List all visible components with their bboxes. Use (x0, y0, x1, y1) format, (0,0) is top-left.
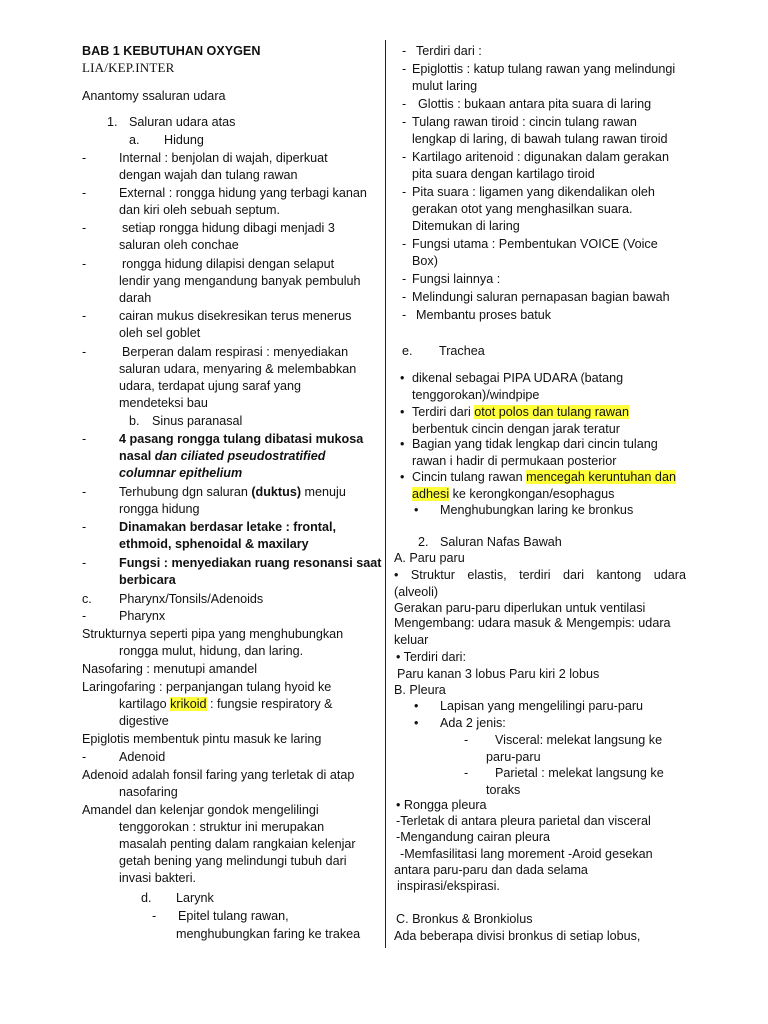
word: Struktur (410, 568, 455, 582)
sub-a-title: Hidung (164, 133, 204, 147)
dash: - (402, 150, 407, 164)
larynx-line: gerakan otot yang menghasilkan suara. (412, 202, 633, 216)
intro-heading: Anantomy ssaluran udara (82, 89, 226, 103)
dash: - (82, 257, 87, 271)
sub-b-label: b. (129, 414, 140, 428)
highlighted-text: otot polos dan tulang rawan (474, 405, 630, 419)
paru-line: (alveoli) (394, 585, 439, 599)
larynk-line: Epitel tulang rawan, (178, 909, 289, 923)
larynx-line: Membantu proses batuk (416, 308, 552, 322)
subsection-b-title: B. Pleura (394, 683, 446, 697)
bullet: • (400, 437, 405, 451)
doc-title: BAB 1 KEBUTUHAN OXYGEN (82, 44, 261, 58)
hidung-line: mendeteksi bau (119, 396, 208, 410)
dash: - (402, 62, 407, 76)
adenoid-line: invasi bakteri. (119, 871, 196, 885)
larynx-line: Tulang rawan tiroid : cincin tulang rawan (412, 115, 637, 129)
dash: - (464, 733, 469, 747)
sinus-bold-text: (duktus) (251, 485, 302, 499)
larynx-line: Melindungi saluran pernapasan bagian bawah (412, 290, 670, 304)
adenoid-line: Amandel dan kelenjar gondok mengelilingi (82, 803, 319, 817)
pharynx-line: digestive (119, 714, 169, 728)
section-2-title: Saluran Nafas Bawah (440, 535, 562, 549)
adenoid-line: Adenoid adalah fonsil faring yang terletak di atap (82, 768, 355, 782)
dash: - (82, 485, 87, 499)
larynx-line: Fungsi utama : Pembentukan VOICE (Voice (412, 237, 658, 251)
paru-line: • Terdiri dari: (396, 650, 466, 664)
pharynx-heading: Pharynx (119, 609, 166, 623)
dash: - (402, 185, 407, 199)
pharynx-text: kartilago (119, 697, 171, 711)
word: • (394, 568, 399, 582)
larynx-line: Fungsi lainnya : (412, 272, 501, 286)
dash: - (402, 237, 407, 251)
sub-d-label: d. (141, 891, 152, 905)
sinus-line: Fungsi : menyediakan ruang resonansi saat (119, 556, 382, 570)
hidung-line: Berperan dalam respirasi : menyediakan (122, 345, 349, 359)
hidung-line: dengan wajah dan tulang rawan (119, 168, 298, 182)
pleura-line: -Terletak di antara pleura parietal dan visceral (396, 814, 651, 828)
adenoid-line: nasofaring (119, 785, 178, 799)
word: dari (563, 568, 585, 582)
trachea-line: berbentuk cincin dengan jarak teratur (412, 422, 620, 436)
pleura-line: -Memfasilitasi lang morement -Aroid gesekan (400, 847, 653, 861)
trachea-text: ke kerongkongan/esophagus (449, 487, 615, 501)
paru-line: Paru kanan 3 lobus Paru kiri 2 lobus (397, 667, 600, 681)
larynx-line: Box) (412, 254, 438, 268)
adenoid-heading: Adenoid (119, 750, 166, 764)
sinus-line: columnar epithelium (119, 466, 243, 480)
hidung-line: External : rongga hidung yang terbagi kanan (119, 186, 367, 200)
sinus-line: Dinamakan berdasar letake : frontal, (119, 520, 336, 534)
subsection-a-title: A. Paru paru (394, 551, 465, 565)
dash: - (402, 308, 407, 322)
paru-line: Mengembang: udara masuk & Mengempis: udara (394, 616, 671, 630)
trachea-line (412, 486, 614, 503)
adenoid-line: masalah penting dalam rangkaian kelenjar (119, 837, 356, 851)
pharynx-line: Epiglotis membentuk pintu masuk ke laring (82, 732, 322, 746)
pharynx-line: Nasofaring : menutupi amandel (82, 662, 258, 676)
trachea-line (412, 469, 676, 486)
bronkus-line: Ada beberapa divisi bronkus di setiap lobus, (394, 929, 641, 943)
dash: - (82, 556, 87, 570)
sinus-italic-text: dan ciliated pseudostratified (154, 449, 326, 463)
sub-b-title: Sinus paranasal (152, 414, 243, 428)
word: elastis, (467, 568, 507, 582)
dash: - (82, 345, 87, 359)
pleura-line: paru-paru (486, 750, 541, 764)
section-2-number: 2. (418, 535, 429, 549)
sinus-line (119, 448, 325, 465)
sub-c-label: c. (82, 592, 92, 606)
hidung-line: lendir yang mengandung banyak pembuluh (119, 274, 361, 288)
pleura-line: inspirasi/ekspirasi. (397, 879, 500, 893)
sub-d-title: Larynk (176, 891, 214, 905)
pleura-line: Ada 2 jenis: (440, 716, 506, 730)
hidung-line: saluran udara, menyaring & melembabkan (119, 362, 357, 376)
pleura-line: -Mengandung cairan pleura (396, 830, 551, 844)
dash: - (82, 309, 87, 323)
dash: - (402, 97, 407, 111)
dash: - (82, 186, 87, 200)
trachea-text: Terdiri dari (412, 405, 475, 419)
sinus-line: 4 pasang rongga tulang dibatasi mukosa (119, 432, 364, 446)
larynx-line: Terdiri dari : (416, 44, 482, 58)
hidung-line: dan kiri oleh sebuah septum. (119, 203, 281, 217)
bullet: • (414, 716, 419, 730)
adenoid-line: tenggorokan : struktur ini merupakan (119, 820, 325, 834)
word: kantong (596, 568, 642, 582)
larynx-line: Glottis : bukaan antara pita suara di laring (418, 97, 652, 111)
pharynx-line: Strukturnya seperti pipa yang menghubungkan (82, 627, 344, 641)
pharynx-line (119, 696, 333, 713)
highlighted-text: mencegah keruntuhan dan (526, 470, 676, 484)
sinus-line: berbicara (119, 573, 176, 587)
pleura-line: Visceral: melekat langsung ke (495, 733, 663, 747)
sub-c-title: Pharynx/Tonsils/Adenoids (119, 592, 264, 606)
highlighted-text: krikoid (170, 697, 207, 711)
sub-e-label: e. (402, 344, 413, 358)
pharynx-line: Laringofaring : perpanjangan tulang hyoid ke (82, 680, 332, 694)
word: udara (653, 568, 686, 582)
pharynx-line: rongga mulut, hidung, dan laring. (119, 644, 304, 658)
dash: - (402, 272, 407, 286)
dash: - (464, 766, 469, 780)
hidung-line: darah (119, 291, 152, 305)
larynx-line: Pita suara : ligamen yang dikendalikan oleh (412, 185, 655, 199)
dash: - (402, 44, 407, 58)
dash: - (82, 609, 87, 623)
sinus-line: ethmoid, sphenoidal & maxilary (119, 537, 309, 551)
paru-line: Gerakan paru-paru diperlukan untuk ventilasi (394, 601, 646, 615)
dash: - (402, 290, 407, 304)
larynk-line: menghubungkan faring ke trakea (176, 927, 361, 941)
hidung-line: rongga hidung dilapisi dengan selaput (122, 257, 335, 271)
sub-e-title: Trachea (439, 344, 485, 358)
pleura-line: antara paru-paru dan dada selama (394, 863, 588, 877)
hidung-line: setiap rongga hidung dibagi menjadi 3 (122, 221, 335, 235)
trachea-line (412, 404, 629, 421)
pleura-line: Lapisan yang mengelilingi paru-paru (440, 699, 644, 713)
section-1-number: 1. (107, 115, 118, 129)
column-divider (385, 40, 386, 948)
larynx-line: Kartilago aritenoid : digunakan dalam gerakan (412, 150, 669, 164)
dash: - (82, 520, 87, 534)
paru-line: keluar (394, 633, 429, 647)
dash: - (82, 432, 87, 446)
pharynx-text: : fungsie respiratory & (206, 697, 333, 711)
dash: - (402, 115, 407, 129)
pleura-line: • Rongga pleura (396, 798, 487, 812)
sinus-line (119, 484, 346, 501)
hidung-line: udara, terdapat ujung saraf yang (119, 379, 302, 393)
sinus-text: nasal (119, 449, 155, 463)
larynx-line: Epiglottis : katup tulang rawan yang melindungi (412, 62, 676, 76)
hidung-line: oleh sel goblet (119, 326, 201, 340)
trachea-line: rawan i hadir di permukaan posterior (412, 454, 617, 468)
hidung-line: Internal : benjolan di wajah, diperkuat (119, 151, 328, 165)
sub-a-label: a. (129, 133, 140, 147)
pleura-line: Parietal : melekat langsung ke (495, 766, 664, 780)
dash: - (82, 221, 87, 235)
larynx-line: mulut laring (412, 79, 478, 93)
section-1-title: Saluran udara atas (129, 115, 236, 129)
bullet: • (414, 503, 419, 517)
dash: - (82, 151, 87, 165)
word: terdiri (519, 568, 551, 582)
pleura-line: toraks (486, 783, 521, 797)
hidung-line: saluran oleh conchae (119, 238, 239, 252)
paru-line-justified (394, 567, 686, 584)
subsection-c-title: C. Bronkus & Bronkiolus (396, 912, 533, 926)
hidung-line: cairan mukus disekresikan terus menerus (119, 309, 352, 323)
sinus-text: menuju (301, 485, 346, 499)
trachea-line: Bagian yang tidak lengkap dari cincin tulang (412, 437, 658, 451)
bullet: • (414, 699, 419, 713)
larynx-line: Ditemukan di laring (412, 219, 520, 233)
bullet: • (400, 405, 405, 419)
highlighted-text: adhesi (412, 487, 450, 501)
dash: - (152, 909, 157, 923)
larynx-line: pita suara dengan kartilago tiroid (412, 167, 595, 181)
trachea-line: Menghubungkan laring ke bronkus (440, 503, 634, 517)
doc-subtitle: LIA/KEP.INTER (82, 60, 175, 75)
adenoid-line: getah bening yang melindungi tubuh dari (119, 854, 347, 868)
trachea-line: tenggorokan)/windpipe (412, 388, 540, 402)
larynx-line: lengkap di laring, di bawah tulang rawan tiroid (412, 132, 668, 146)
trachea-line: dikenal sebagai PIPA UDARA (batang (412, 371, 624, 385)
trachea-text: Cincin tulang rawan (412, 470, 527, 484)
sinus-line: rongga hidung (119, 502, 200, 516)
sinus-text: Terhubung dgn saluran (119, 485, 252, 499)
dash: - (82, 750, 87, 764)
bullet: • (400, 470, 405, 484)
bullet: • (400, 371, 405, 385)
